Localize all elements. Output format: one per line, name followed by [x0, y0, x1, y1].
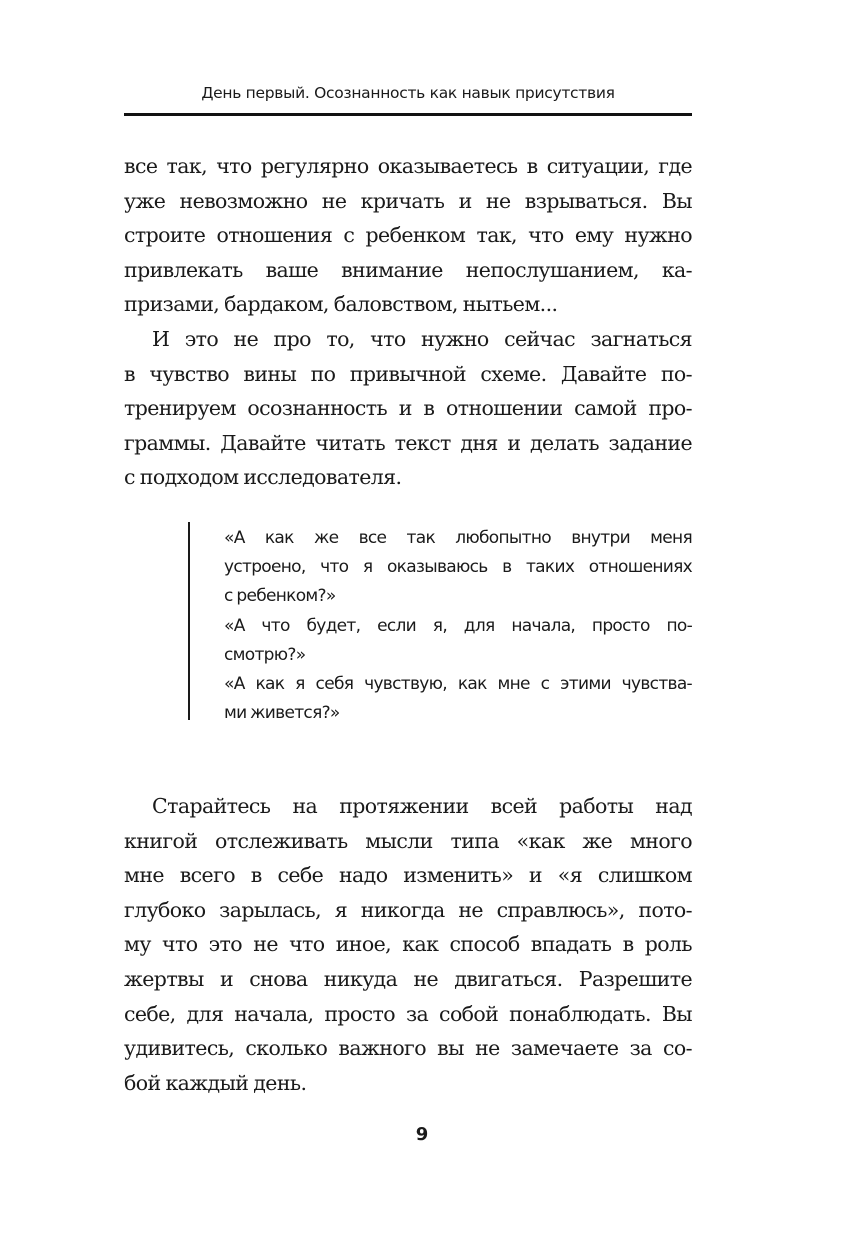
paragraph-line: в чувство вины по привычной схеме. Давайте по-: [124, 361, 692, 386]
paragraph-1: [124, 149, 692, 322]
paragraph-line: удивитесь, сколько важного вы не замечаете за со-: [124, 1036, 692, 1061]
paragraph-line: глубоко зарылась, я никогда не справлюсь», пото-: [124, 897, 692, 922]
running-head: День первый. Осознанность как навык присутствия: [201, 84, 615, 102]
quote-line: с ребенком?»: [224, 586, 336, 607]
blockquote: [224, 524, 692, 728]
quote-line: устроено, что я оказываюсь в таких отношениях: [224, 557, 692, 578]
paragraph-line: И это не про то, что нужно сейчас загнаться: [152, 327, 692, 351]
paragraph-line: му что это не что иное, как способ впадать в роль: [124, 932, 692, 957]
paragraph-line: жертвы и снова никуда не двигаться. Разрешите: [124, 966, 692, 991]
paragraph-line: мне всего в себе надо изменить» и «я слишком: [124, 863, 692, 888]
paragraph-line: привлекать ваше внимание непослушанием, ка-: [124, 257, 692, 282]
paragraph-line: бой каждый день.: [124, 1070, 307, 1095]
paragraph-line: призами, бардаком, баловством, нытьем...: [124, 292, 558, 317]
paragraph-line: с подходом исследователя.: [124, 465, 402, 490]
page-number: 9: [415, 1124, 429, 1145]
paragraph-line: строите отношения с ребенком так, что ему нужно: [124, 223, 692, 248]
quote-line: ми живется?»: [224, 703, 340, 724]
header-rule: [124, 113, 692, 116]
paragraph-line: граммы. Давайте читать текст дня и делать задание: [124, 430, 692, 455]
paragraph-line: Старайтесь на протяжении всей работы над: [152, 794, 692, 818]
quote-line: «А как же все так любопытно внутри меня: [224, 528, 692, 548]
quote-line: «А что будет, если я, для начала, просто по-: [224, 615, 692, 636]
quote-line: «А как я себя чувствую, как мне с этими чувства-: [224, 674, 692, 695]
paragraph-line: тренируем осознанность и в отношении самой про-: [124, 396, 692, 421]
quote-line: смотрю?»: [224, 644, 306, 665]
paragraph-line: книгой отслеживать мысли типа «как же много: [124, 828, 692, 853]
paragraph-2: [124, 322, 692, 495]
paragraph-line: себе, для начала, просто за собой понаблюдать. Вы: [124, 1001, 692, 1026]
paragraph-line: уже невозможно не кричать и не взрываться. Вы: [124, 188, 692, 213]
paragraph-line: все так, что регулярно оказываетесь в ситуации, где: [124, 154, 692, 178]
paragraph-3: [124, 789, 692, 1100]
